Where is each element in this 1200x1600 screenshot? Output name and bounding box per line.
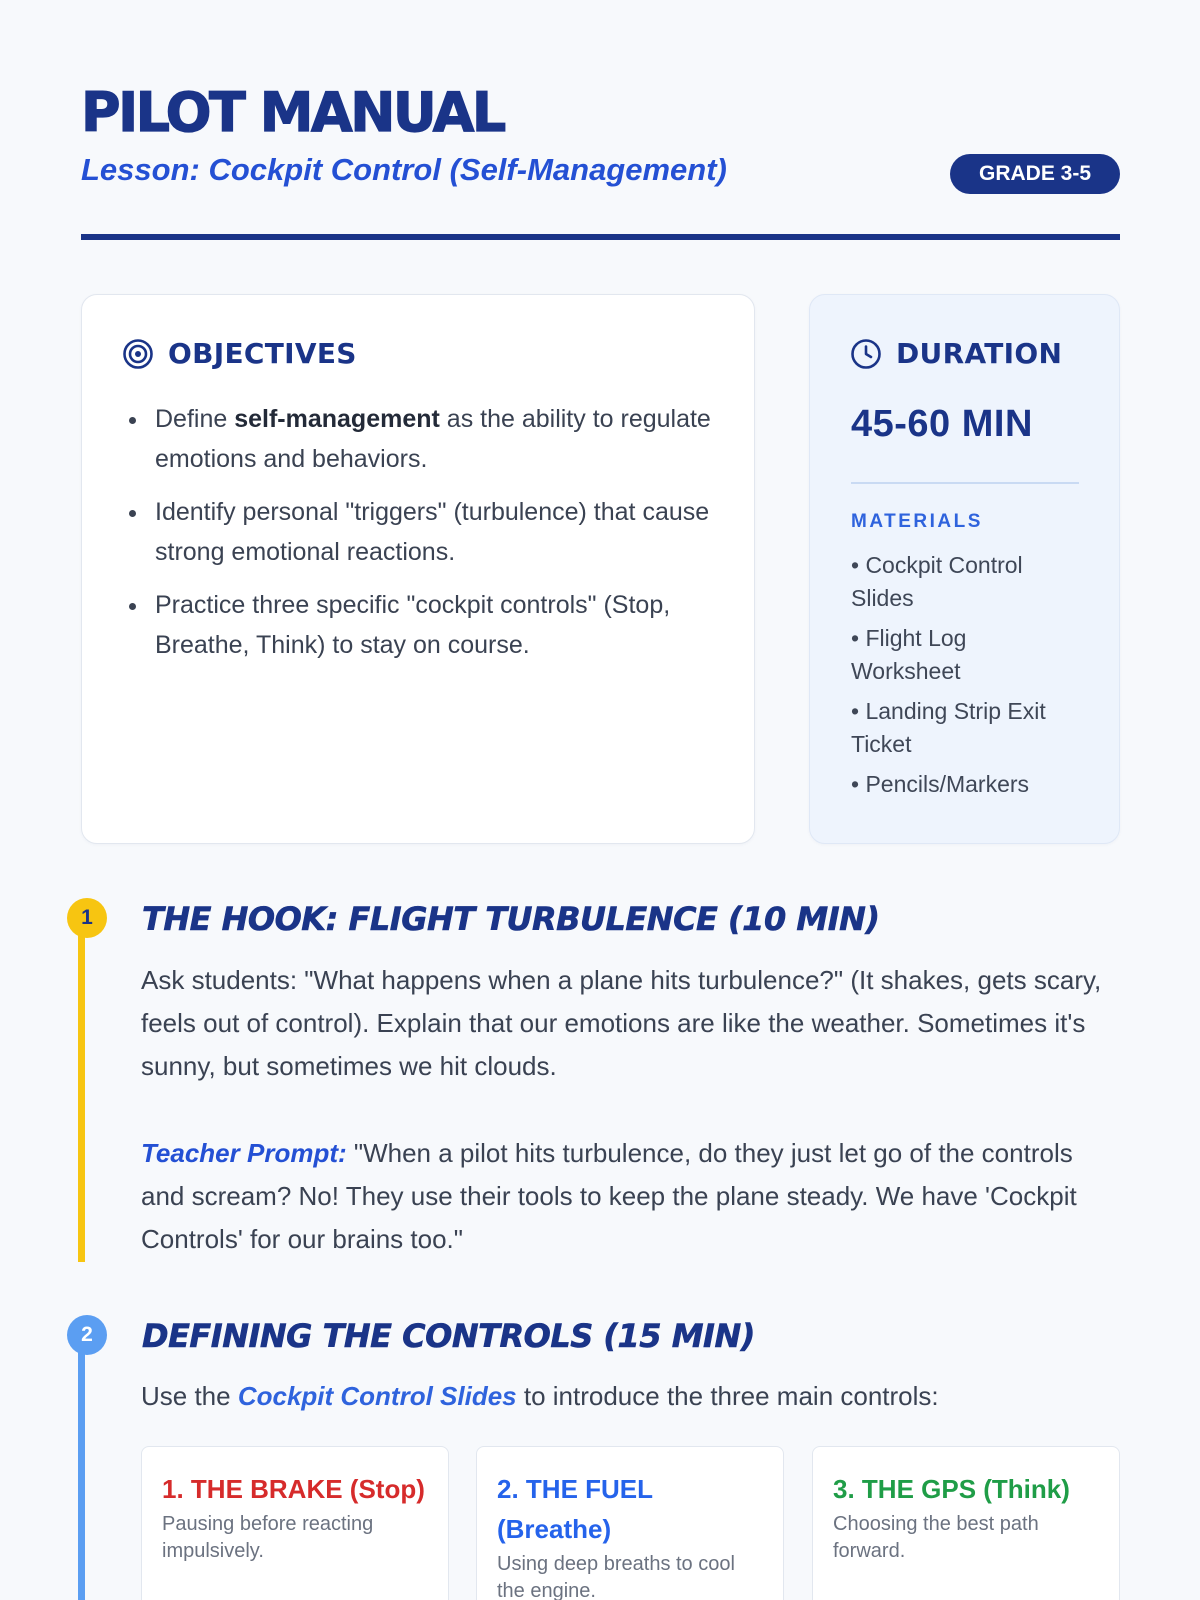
slides-link[interactable]: Cockpit Control Slides [237, 1381, 517, 1411]
header-divider [81, 234, 1120, 240]
section-2-title: DEFINING THE CONTROLS (15 MIN) [142, 1317, 755, 1355]
control-card-gps [812, 1446, 1120, 1600]
material-item: • Pencils/Markers [851, 771, 1030, 797]
objective-item: Define self-management as the ability to regulate emotions and behaviors. [125, 399, 725, 479]
teacher-prompt [141, 1132, 1121, 1261]
material-item: • Cockpit Control Slides [851, 552, 1023, 611]
control-desc: Choosing the best path forward. [833, 1513, 1039, 1562]
page-title: PILOT MANUAL [81, 81, 504, 144]
objective-item: Identify personal "triggers" (turbulence) that cause strong emotional reactions. [125, 492, 725, 572]
teacher-prompt-label: Teacher Prompt: [141, 1138, 347, 1168]
objectives-list [125, 399, 725, 678]
section-2-number: 2 [67, 1315, 107, 1355]
objective-item: Practice three specific "cockpit controls" (Stop, Breathe, Think) to stay on course. [125, 585, 725, 665]
materials-label: MATERIALS [851, 511, 983, 532]
objectives-card [81, 294, 755, 844]
section-1-timeline [78, 914, 85, 1262]
target-icon [122, 338, 154, 370]
clock-icon [850, 338, 882, 370]
control-title: 2. THE FUEL (Breathe) [497, 1474, 653, 1544]
objectives-heading-label: OBJECTIVES [168, 337, 357, 370]
teacher-prompt-text: "When a pilot hits turbulence, do they just let go of the controls and scream? No! They use their tools to keep the plane steady. We have 'Cockpit Controls' for our brains too." [141, 1138, 1077, 1254]
objectives-heading [122, 337, 357, 370]
duration-value: 45-60 MIN [851, 403, 1033, 445]
material-item: • Landing Strip Exit Ticket [851, 698, 1046, 757]
duration-card [809, 294, 1120, 844]
control-title: 3. THE GPS (Think) [833, 1474, 1070, 1504]
control-desc: Using deep breaths to cool the engine. [497, 1553, 735, 1600]
material-item: • Flight Log Worksheet [851, 625, 967, 684]
section-1-body: Ask students: "What happens when a plane hits turbulence?" (It shakes, gets scary, feels out of control). Explain that our emotions are like the weather. Sometimes it's sunny, but sometimes we hit clouds. [141, 965, 1102, 1081]
duration-heading-label: DURATION [896, 337, 1063, 370]
duration-divider [851, 482, 1079, 484]
materials-list [851, 549, 1081, 808]
control-card-brake [141, 1446, 449, 1600]
section-1-number: 1 [67, 898, 107, 938]
grade-badge: GRADE 3-5 [950, 154, 1120, 194]
section-2-intro: Use the Cockpit Control Slides to introduce the three main controls: [141, 1381, 939, 1411]
control-card-fuel [476, 1446, 784, 1600]
duration-heading [850, 337, 1062, 370]
control-desc: Pausing before reacting impulsively. [162, 1513, 374, 1562]
section-2-timeline [78, 1330, 85, 1600]
control-title: 1. THE BRAKE (Stop) [162, 1474, 425, 1504]
section-1-title: THE HOOK: FLIGHT TURBULENCE (10 MIN) [142, 900, 880, 938]
lesson-subtitle: Lesson: Cockpit Control (Self-Management) [81, 152, 727, 187]
